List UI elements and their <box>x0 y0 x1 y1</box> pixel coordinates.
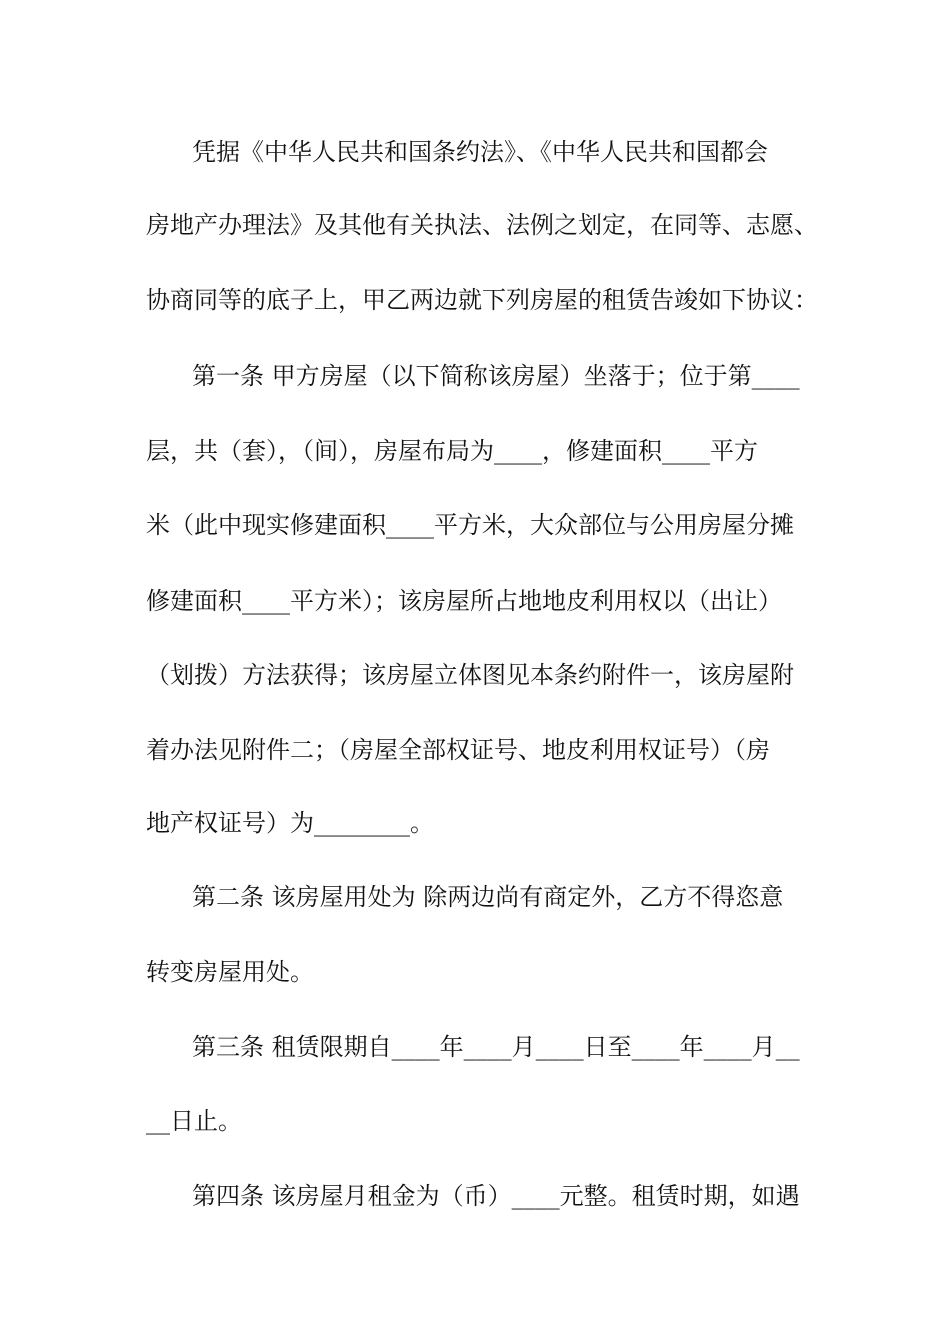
text-line: 转变房屋用处。 <box>146 958 314 986</box>
article-4-line: 第四条 该房屋月租金为（币）____元整。租赁时期，如遇 <box>192 1182 800 1210</box>
text-line: 修建面积____平方米）；该房屋所占地地皮利用权以（出让） <box>146 587 782 615</box>
text-line: 层，共（套），（间），房屋布局为____，修建面积____平方 <box>146 437 758 465</box>
text-line: __日止。 <box>146 1107 242 1135</box>
article-1-line: 第一条 甲方房屋（以下简称该房屋）坐落于；位于第____ <box>192 362 800 390</box>
article-3-line: 第三条 租赁限期自____年____月____日至____年____月__ <box>192 1033 800 1061</box>
text-line: 房地产办理法》及其他有关执法、法例之划定，在同等、志愿、 <box>146 211 818 239</box>
text-line: 协商同等的底子上，甲乙两边就下列房屋的租赁告竣如下协议： <box>146 286 818 314</box>
text-line: 米（此中现实修建面积____平方米，大众部位与公用房屋分摊 <box>146 511 794 539</box>
text-line: 着办法见附件二；（房屋全部权证号、地皮利用权证号）（房 <box>146 736 770 764</box>
text-line: 凭据《中华人民共和国条约法》、《中华人民共和国都会 <box>192 138 768 166</box>
text-line: （划拨）方法获得；该房屋立体图见本条约附件一，该房屋附 <box>146 661 794 689</box>
article-2-line: 第二条 该房屋用处为 除两边尚有商定外，乙方不得恣意 <box>192 883 784 911</box>
text-line: 地产权证号）为________。 <box>146 809 434 837</box>
